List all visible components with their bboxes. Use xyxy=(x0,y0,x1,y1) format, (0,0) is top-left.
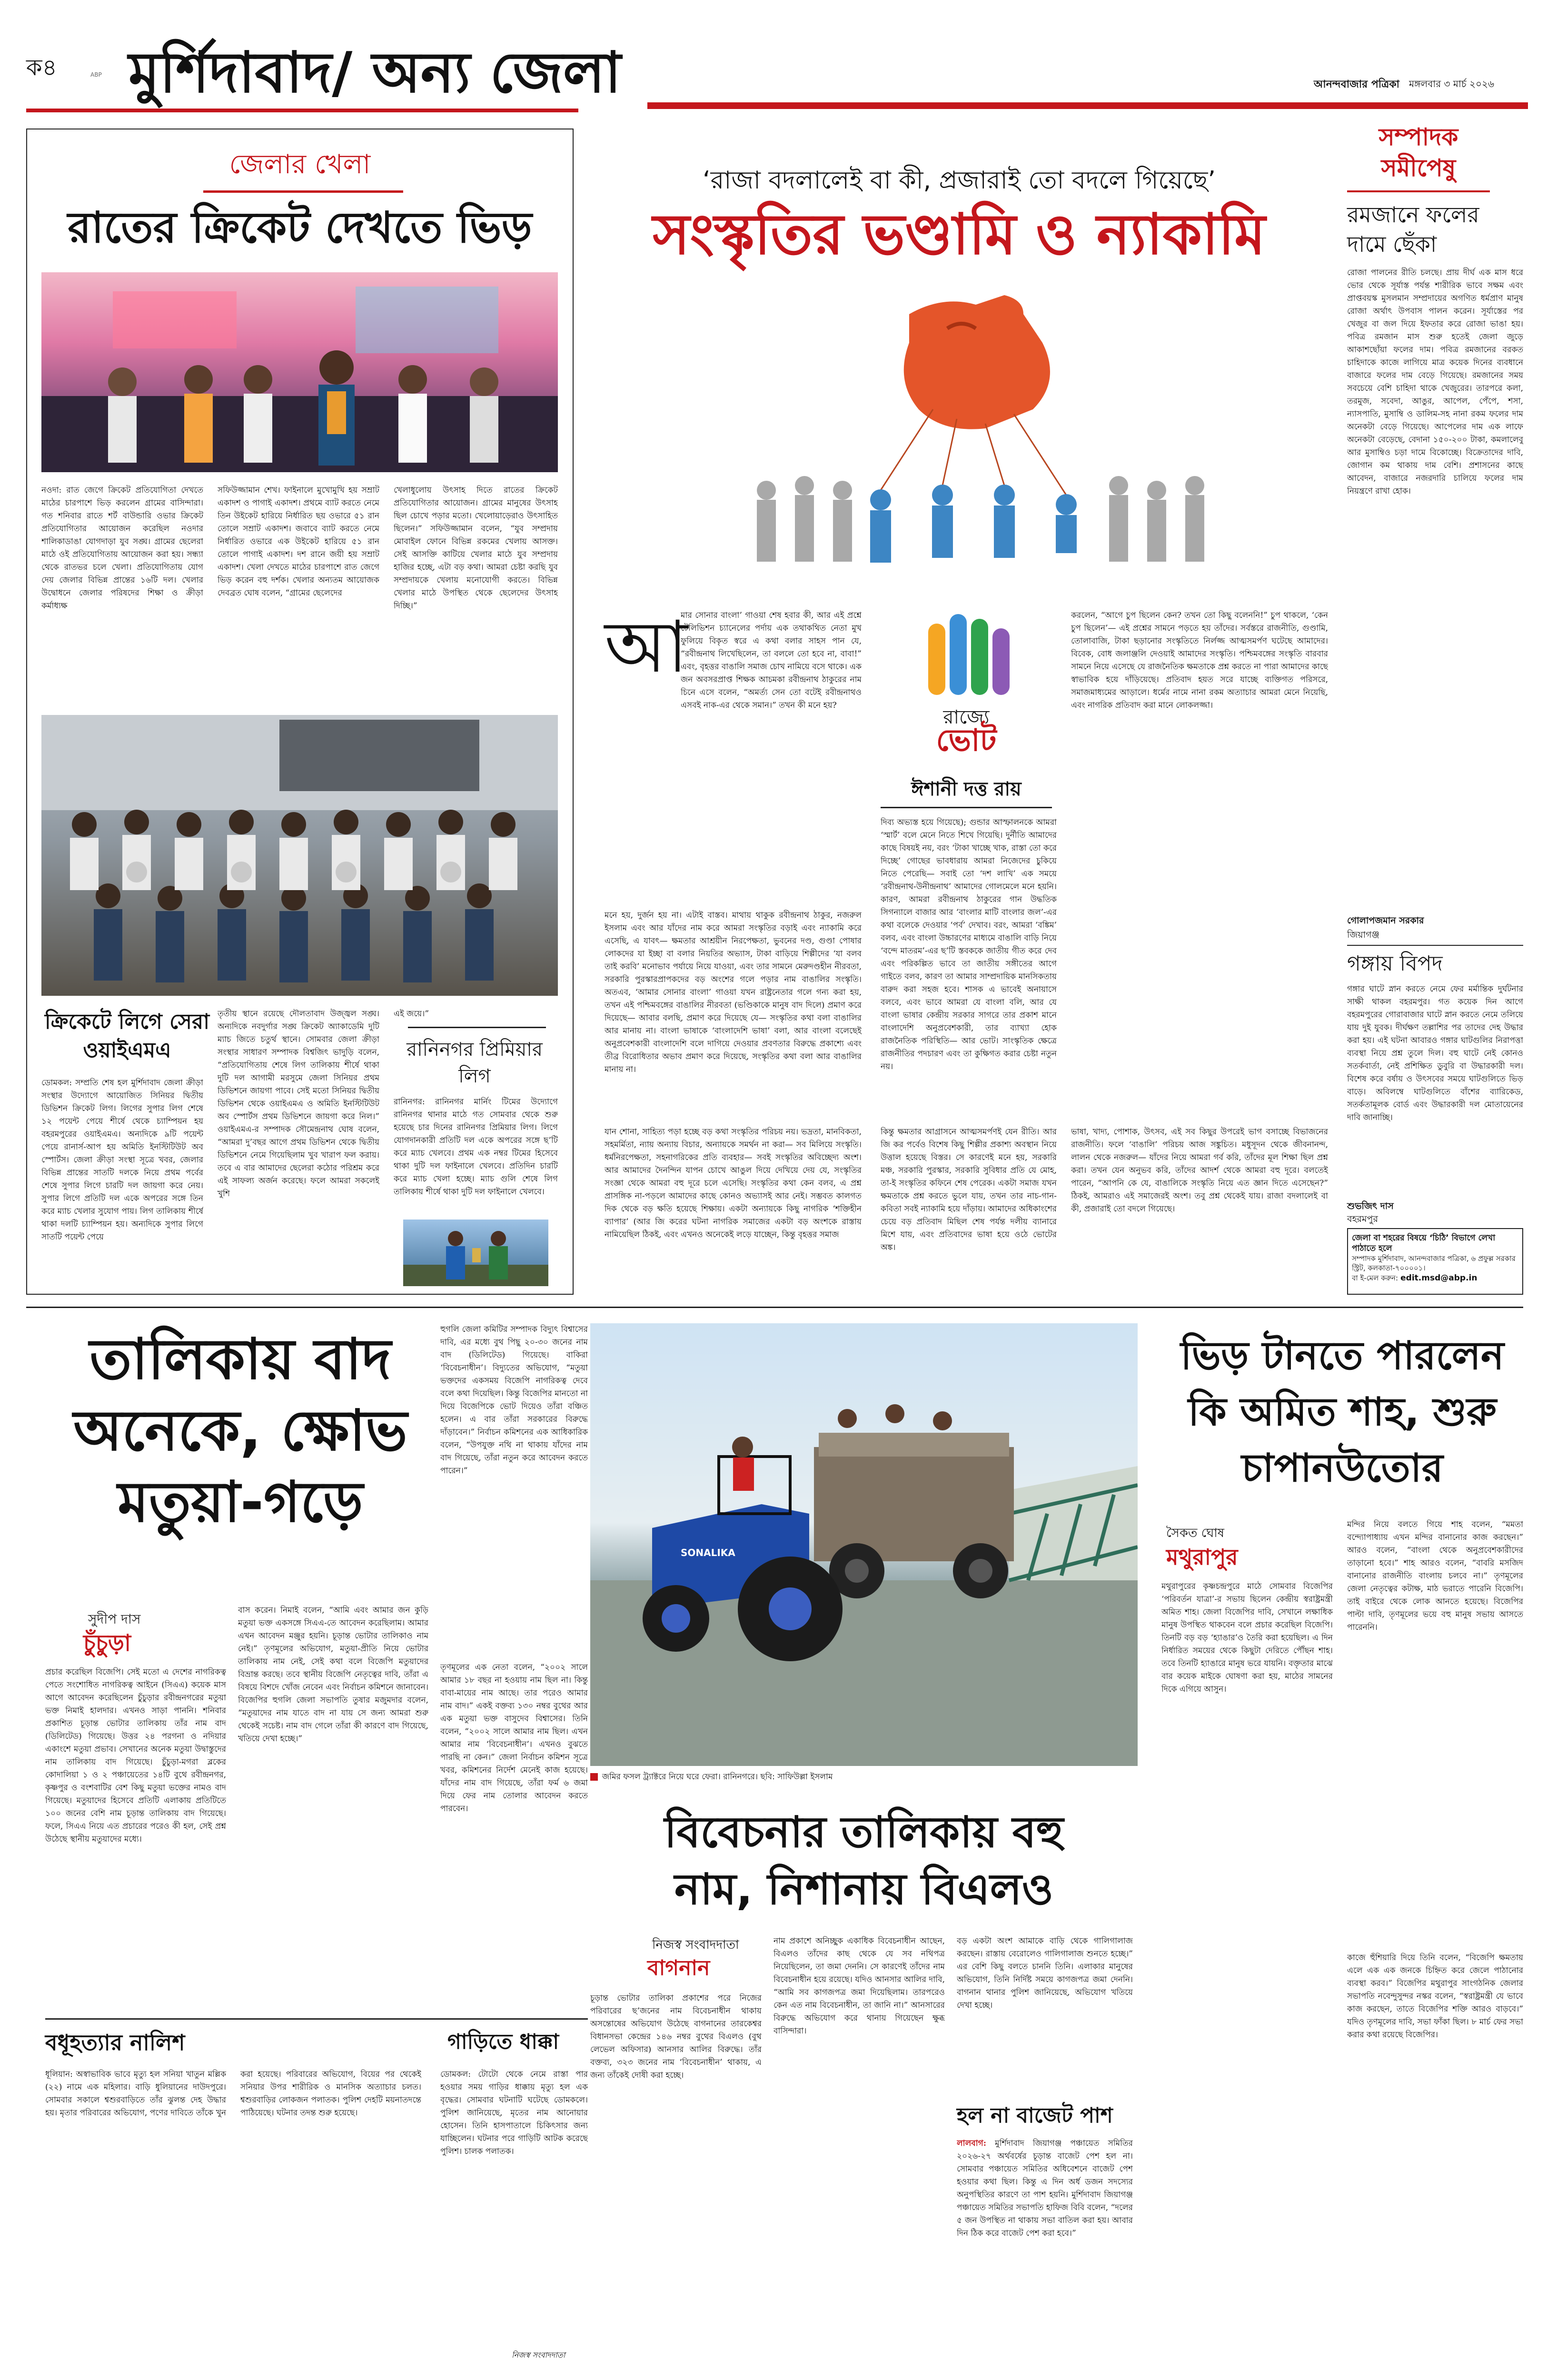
submission-email-label: বা ই-মেল করুন: xyxy=(1352,1274,1398,1282)
sports-col-1: নওদা: রাত জেগে ক্রিকেট প্রতিযোগিতা দেখতে মাঠের চারপাশে ভিড় করলেন গ্রামের বাসিন্দারা। গত শনিবার রাতে শর্ট বাউন্ডারি ওভার ক্রিকেট প্রতিযোগিতার আয়োজন করেছিল নওদার শালিকাডাঙা যোগদাড়া যুব সঙ্ঘ। গ্রামের ছেলেরা মাঠে ওই প্রতিযোগিতায় আয়োজন করা হয়। সন্ধ্যা থেকে রাতভর চলে খেলা। প্রতিযোগিতায় যোগ দেয় জেলার বিভিন্ন প্রান্তের ১৬টি দল। খেলার উদ্বোধনে জেলার পরিষদের শিক্ষা ও ক্রীড়া কর্মাধ্যক্ষ xyxy=(41,486,203,611)
bagnan-byline: নিজস্ব সংবাদদাতা xyxy=(652,1938,739,1952)
culture-headline: সংস্কৃতির ভণ্ডামি ও ন্যাকামি xyxy=(653,201,1266,267)
letter-2-title: গঙ্গায় বিপদ xyxy=(1347,952,1443,976)
shah-byline: সৈকত ঘোষ xyxy=(1166,1526,1225,1540)
masthead-red-rule xyxy=(647,102,1528,109)
budget-body-text: মুর্শিদাবাদ জিয়াগঞ্জ পঞ্চায়েত সমিতির ২০২৬-২৭ অর্থবর্ষের চূড়ান্ত বাজেট পেশ হল না। সোমবার পঞ্চায়েত সমিতির অধিবেশনে বাজেট পেশ হওয়ার কথা ছিল। কিন্তু এ দিন অর্ধ ডজন সদস্যের অনুপস্থিতির কারণে তা পাশ হয়নি। মুর্শিদাবাদ জিয়াগঞ্জ পঞ্চায়েত সমিতির সভাপতি হাফিজ বিবি বলেন, “দলের ৫ জন উপস্থিত না থাকায় সভা বাতিল করা হয়। আবার দিন ঠিক করে বাজেট পেশ করা হবে।” xyxy=(957,2139,1133,2238)
shah-col-1: মথুরাপুরের কৃষ্ণচন্দ্রপুরে মাঠে সোমবার বিজেপির ‘পরিবর্তন যাত্রা’-র সভায় ছিলেন কেন্দ্রীয় স্বরাষ্ট্রমন্ত্রী অমিত শাহ। জেলা বিজেপির দাবি, সেখানে লক্ষাধিক মানুষ উপস্থিত থাকবেন বলে প্রচার করেছিল বিজেপি। তিনটি বড় বড় ‘হ্যাঙার’ও তৈরি করা হয়েছিল। এ দিন নির্ধারিত সময়ের থেকে কিছুটা দেরিতে পৌঁছন শাহ। তবে তিনটি হ্যাঙারে মানুষ ভরে যায়নি। বক্তৃতার মাঝে বার কয়েক মাইকে ঘোষণা করা হয়, মাঠের সামনের দিকে এগিয়ে আসুন। xyxy=(1161,1582,1333,1694)
letters-header-1: সম্পাদক xyxy=(1378,123,1458,151)
culture-author: ঈশানী দত্ত রায় xyxy=(911,778,1021,800)
bagnan-headline: বিবেচনার তালিকায় বহু নাম, নিশানায় বিএলও xyxy=(664,1807,1064,1914)
letters-header-rule xyxy=(1347,190,1490,192)
tractor-caption: জমির ফসল ট্র্যাক্টরে নিয়ে ঘরে ফেরা। রানিনগরে। ছবি: সাফিউল্লা ইসলাম xyxy=(602,1772,833,1782)
paper-name: আনন্দবাজার পত্রিকা xyxy=(1314,78,1400,90)
budget-body xyxy=(957,2137,1133,2361)
dowry-body: ধূলিয়ান: অস্বাভাবিক ভাবে মৃত্যু হল সনিয়া খাতুন মল্লিক (২২) নামে এক মহিলার। বাড়ি ধুলিয়ানের দাউদপুরে। সোমবার সকালে শ্বশুরবাড়িতে তাঁর ঝুলন্ত দেহ উদ্ধার হয়। মৃতার পরিবারের অভিযোগ, পণের দাবিতে তাঁকে খুন করা হয়েছে। পরিবারের অভিযোগ, বিয়ের পর থেকেই সনিয়ার উপর শারীরিক ও মানসিক অত্যাচার চলত। শ্বশুরবাড়ির লোকজন পলাতক। পুলিশ দেহটি ময়নাতদন্তে পাঠিয়েছে। ঘটনার তদন্ত শুরু হয়েছে। xyxy=(45,2070,421,2118)
bagnan-col-3: বড় একটা অংশ আমাকে বাড়ি থেকে গালিগালাজ করছেন। রাস্তায় বেরোলেও গালিগালাজ শুনতে হচ্ছে।” এর বেশি কিছু বলতে চাননি তিনি। এলাকার মানুষের অভিযোগ, তিনি নির্দিষ্ট সময়ে কাগজপত্র জমা দেননি। বাগনান থানার পুলিশ জানিয়েছে, অভিযোগ খতিয়ে দেখা হচ্ছে। xyxy=(957,1936,1133,2010)
raniganj-trophy-photo xyxy=(403,1220,548,1286)
culture-dropcap: আ xyxy=(605,606,688,689)
raniganj-rule xyxy=(408,1027,546,1028)
matua-byline: সুদীপ দাস xyxy=(88,1611,141,1627)
budget-headline: হল না বাজেট পাশ xyxy=(957,2103,1113,2128)
sports-headline: রাতের ক্রিকেট দেখতে ভিড় xyxy=(68,203,532,253)
submission-box xyxy=(1347,1228,1523,1295)
tractor-photo xyxy=(590,1323,1138,1766)
puppet-illustration xyxy=(738,286,1214,609)
accident-headline: গাড়িতে ধাক্কা xyxy=(447,2030,559,2054)
accident-sign: নিজস্ব সংবাদদাতা xyxy=(512,2350,565,2360)
sports-col-3: খেলাধুলোয় উৎসাহ দিতে রাতের ক্রিকেট প্রতিযোগিতার আয়োজন। গ্রামের মানুষের উৎসাহ ছিল চোখে পড়ার মতো। খেলোয়াড়েরাও উৎসাহিত ছিলেন।” সফিউজ্জামান বলেন, “যুব সম্প্রদায় মোবাইল ফোনে বিভিন্ন রকমের খেলায় আসক্ত। সেই আসক্তি কাটিয়ে খেলার মাঠে যুব সম্প্রদায় হাজির হচ্ছে, এটা বড় কথা। আমরা চেষ্টা করছি যুব সম্প্রদায়কে খেলায় মনোযোগী করতে। বিভিন্ন খেলার মাঠে উপস্থিত থেকে ছেলেদের উৎসাহ দিচ্ছি।” xyxy=(394,486,558,611)
culture-col-3a: দিব্য অভ্যস্ত হয়ে গিয়েছে); গুন্ডার আস্ফালনকে আমরা ‘স্মার্ট’ বলে মেনে নিতে শিখে গিয়েছি। দুর্নীতি আমাদের কাছে বিষয়ই নয়, বরং ‘টাকা খাচ্ছে খাক, রাস্তা তো করে দিচ্ছে’ গোছের ভাবধারায় আমরা নিজেদের চুকিয়ে নিতে পেরেছি— সবাই তো ‘দশ লাখি’ এক সময়ে ‘রবীন্দ্রনাথ-উনীন্দ্রনাথ’ আমাদের গোলমেলে মনে হয়নি। কারণ, আমরা রবীন্দ্রনাথ ঠাকুরের গান উদ্ধতিক সিগন্যালে বাজার আর ‘বাংলার মাটি বাংলার জল’-এর কথা বলেকে দেওয়ার ‘পর্ব’ দেখাব। বরং, আমরা ‘বঙ্কিম’ বলব, এবং বাংলা উচ্চারণের মাধ্যমে বাঙালি বাড়ি নিয়ে ‘বন্দে মাতরম’-এর ছ’টি স্তবককে জাতীয় গীত করে দেব এবং পরিকল্পিত ভাবে তা জাতীয় সঙ্গীতের আগে গাইতে বলব, কারণ তা আমার সাম্প্রদায়িক মানসিকতায় বারুদ করা সহজ হবে। শাসক এ ভাবেই অনায়াসে বলবে, এবং ভাবে আমরা যে বাংলা বলি, আর যে বাংলা ভাষার কেন্দ্রীয় সরকার সাগরে তার প্রকাশ মানে বাংলাদেশি অনুপ্রবেশকারী, তার ব্যাখ্যা হোক রাজনৈতিক পরিস্থিতি— আর ভোট। সাংস্কৃতিক ক্ষেত্রে রাজনীতির পদচারণ এবং তা কুক্ষিগত করার চেষ্টা নতুন নয়। xyxy=(881,818,1057,1071)
matua-col-1: প্রচার করেছিল বিজেপি। সেই মতো এ দেশের নাগরিকত্ব পেতে সংশোধিত নাগরিকত্ব আইনে (সিএএ) কয়েক মাস আগে আবেদন করেছিলেন চুঁচুড়ার রবীন্দ্রনগরের মতুয়া ভক্ত নিমাই হালদার। এখনও সাড়া পাননি। শনিবার প্রকাশিত চূড়ান্ত ভোটার তালিকায় তাঁর নাম বাদ (ডিলিটেড) গিয়েছে। উত্তর ২৪ পরগনা ও নদিয়ার একাংশে মতুয়া প্রভাব। সেখানের অনেক মতুয়া উদ্বাস্তুদের নাম তালিকায় বাদ গিয়েছে। চুঁচুড়া-মগরা ব্লকের কোদালিয়া ১ ও ২ পঞ্চায়েতের ১৪টি বুথে রবীন্দ্রনগর, কৃষ্ণপুর ও বংশবাটির বেশ কিছু মতুয়া ভক্তের নামও বাদ গিয়েছে। মতুয়াদের হিসেবে প্রতিটি এলাকায় প্রতিটিতে ১০০ জনের বেশি নাম চূড়ান্ত তালিকায় বাদ গিয়েছে। ফলে, সিএএ নিয়ে এত প্রচারের পরেও কী হল, সেই প্রশ্ন উঠেছে স্থানীয় মতুয়াদের মধ্যে। xyxy=(45,1667,226,1844)
night-cricket-photo xyxy=(41,272,558,472)
date-line: মঙ্গলবার ৩ মার্চ ২০২৬ xyxy=(1409,78,1494,89)
raniganj-body: রানিনগর: রানিনগর মার্নিং টিমের উদ্যোগে রানিনগর থানার মাঠে গত সোমবার থেকে শুরু হয়েছে চার দিনের রানিনগর প্রিমিয়ার লিগ। লিগে যোগদানকারী প্রতিটি দল একে অপরের সঙ্গে ছ’টি করে ম্যাচ খেলবে। প্রথম এক নম্বর টিমের হিসেবে থাকা দুটি দল ফাইনালে খেলবে। প্রতিদিন চারটি করে ম্যাচ খেলা হচ্ছে। ম্যাচ গুলি শেষে লিগ তালিকায় শীর্ষে থাকা দুটি দল ফাইনালে খেলবে। xyxy=(394,1097,558,1197)
letter-2-sign-name: শুভজিৎ দাস xyxy=(1347,1201,1394,1211)
yma-col-1: ডোমকল: সম্প্রতি শেষ হল মুর্শিদাবাদ জেলা ক্রীড়া সংস্থার উদ্যোগে আয়োজিত সিনিয়র দ্বিতীয় ডিভিশন ক্রিকেট লিগ। লিগের সুপার লিগ শেষে ১২ পয়েন্ট পেয়ে শীর্ষে থেকে চ্যাম্পিয়ন হয় বহরমপুরের ওয়াইএমএ। অন্যদিকে ৯টি পয়েন্ট পেয়ে রানার্স-আপ হয় অমিতি ইনস্টিটিউট অব স্পোর্টস। জেলা ক্রীড়া সংস্থা সূত্রে খবর, জেলার বিভিন্ন প্রান্তের সাতটি দলকে নিয়ে প্রথম পর্বের শেষে সুপার লিগে চারটি দল জায়গা করে নেয়। সুপার লিগে প্রতিটি দল একে অপরের সঙ্গে তিন করে ম্যাচ খেলার সুযোগ পায়। লিগ তালিকায় শীর্ষে থাকা দলটি চ্যাম্পিয়ন হয়। অন্যদিকে সুপার লিগে সাতটি পয়েন্ট পেয়ে xyxy=(41,1078,203,1242)
letter-2-body: গঙ্গার ঘাটে স্নান করতে নেমে ফের মর্মান্তিক দুর্ঘটনার সাক্ষী থাকল বহরমপুর। গত কয়েক দিন আগে বহরমপুরের গোরাবাজার ঘাটে স্নান করতে নেমে তলিয়ে যায় দুই যুবক। দীর্ঘক্ষণ তল্লাশির পর তাদের দেহ উদ্ধার করা হয়। এই ঘটনা আবারও গঙ্গার ঘাটগুলির নিরাপত্তা ব্যবস্থা নিয়ে প্রশ্ন তুলে দিল। বহু ঘাটে নেই কোনও সতর্কবার্তা, নেই প্রশিক্ষিত ডুবুরি বা উদ্ধারকারী দল। বিশেষ করে বর্ষায় ও উৎসবের সময়ে ঘাটগুলিতে ভিড় বাড়ে। অবিলম্বে ঘাটগুলিতে বাঁশের ব্যারিকেড, সতর্কতামূলক বোর্ড এবং উদ্ধারকারী দল মোতায়েনের দাবি জানাচ্ছি। xyxy=(1347,984,1523,1122)
page-number: ক৪ xyxy=(26,54,57,81)
yma-col-2: তৃতীয় স্থানে রয়েছে দৌলতাবাদ উজ্জ্বল সঙ্ঘ। অন্যদিকে নবদুর্গার সঙ্ঘ ক্রিকেট অ্যাকাডেমি দুটি ম্যাচ জিতে চতুর্থ স্থানে। সোমবার জেলা ক্রীড়া সংস্থার সাধারণ সম্পাদক বিশ্বজিৎ ভাদুড়ি বলেন, “প্রতিযোগিতায় শেষে লিগ তালিকায় শীর্ষে থাকা দুটি দল আগামী মরসুমে জেলা সিনিয়র প্রথম ডিভিশনে জায়গা পাবে। সেই মতো সিনিয়র দ্বিতীয় ডিভিশন থেকে ওয়াইএমএ ও অমিতি ইনস্টিটিউট অব স্পোর্টস প্রথম ডিভিশনে জায়গা করে নিল।” ওয়াইএমএ-র সম্পাদক সৌমেন্দ্রনাথ ঘোষ বলেন, “আমরা দু’বছর আগে প্রথম ডিভিশন থেকে দ্বিতীয় ডিভিশনে নেমে গিয়েছিলাম খুব খারাপ ফল করায়। তবে এ বার আমাদের ছেলেরা কঠোর পরিশ্রম করে এই সাফল্য অর্জন করেছে। ফলে আমরা সকলেই খুশি xyxy=(218,1009,379,1199)
letter-rule xyxy=(1347,945,1523,946)
inked-finger-icon xyxy=(881,609,1052,704)
letter-2-sign-place: বহরমপুর xyxy=(1347,1214,1378,1224)
section-title: মুর্শিদাবাদ/ অন্য জেলা xyxy=(129,40,621,105)
author-rule xyxy=(881,807,1052,808)
yma-headline: ক্রিকেটে লিগে সেরা ওয়াইএমএ xyxy=(45,1010,209,1062)
yma-team-photo xyxy=(41,715,558,996)
vote-badge-top: রাজ্যে xyxy=(943,706,990,728)
letter-1-sign-name: গোলাপজমান সরকার xyxy=(1347,915,1424,926)
mini-logo: ABP xyxy=(90,71,102,78)
submission-box-title: জেলা বা শহরের বিষয়ে ‘চিঠি’ বিভাগে লেখা পাঠাতে হলে xyxy=(1352,1233,1496,1253)
submission-email[interactable]: edit.msd@abp.in xyxy=(1400,1273,1478,1283)
puppet-hand-icon xyxy=(738,286,1214,609)
sports-box xyxy=(26,129,574,1295)
tractor-photo-block xyxy=(590,1319,1138,1795)
sports-kicker: জেলার খেলা xyxy=(229,149,371,180)
culture-col-4a: করলেন, “আগে চুপ ছিলেন কেন? তখন তো কিছু বলেননি!” চুপ থাকলে, ‘কেন চুপ ছিলেন’— এই প্রশ্নের সামনে পড়তে হয় তাঁদের। সর্বস্তরে রাজনীতি, গুণ্ডামি, তোলাবাজি, টাকা ছড়ানোর সংস্কৃতিতে নির্লজ্জ আত্মসমর্পণ ঘটেছে আমাদের। বিবেক, বোধ জলাঞ্জলি দেওয়াই আমাদের সংস্কৃতি। পশ্চিমবঙ্গের সংস্কৃতি বারবার সামনে নিয়ে এসেছে যে রাজনৈতিক ক্ষমতাকে প্রশ্ন করতে না পারা আমাদের কাছে স্বাভাবিক হয়ে দাঁড়িয়েছে। প্রতিবাদ হয়ত সরে যাচ্ছে ব্যক্তিগত পরিসরে, সমাজমাধ্যমের আড়ালে। ধর্মের নামে নানা রকম অত্যাচার আমরা মেনে নিয়েছি, এবং নাগরিক প্রতিবাদ করা মানে লোকলজ্জা। xyxy=(1071,611,1328,710)
sports-col-2: সফিউজ্জামান শেখ। ফাইনালে মুখোমুখি হয় সম্রাট একাদশ ও পাগাই একাদশ। প্রথমে ব্যাট করতে নেমে তিন উইকেট হারিয়ে নির্ধারিত ছয় ওভারে ৫১ রান তোলে সম্রাট একাদশ। জবাবে ব্যাট করতে নেমে নির্ধারিত ওভারে এক উইকেট হারিয়ে ৫১ রান তোলে পাগাই একাদশ। দশ রানে জয়ী হয় সম্রাট একাদশ। খেলা দেখতে মাঠের চারপাশে রাত জেগে ভিড় করেন বহু দর্শক। খেলার অন্যতম আয়োজক দেবব্রত ঘোষ বলেন, “গ্রামের ছেলেদের xyxy=(218,486,379,598)
amit-shah-story xyxy=(1152,1319,1523,2366)
matua-story xyxy=(26,1319,588,2366)
matua-col-2: বাস করেন। নিমাই বলেন, “আমি এবং আমার জন কুড়ি মতুয়া ভক্ত একসঙ্গে সিএএ-তে আবেদন করেছিলাম। আমার এখন আবেদন মঞ্জুর হয়নি। চূড়ান্ত ভোটার তালিকাও নাম নেই।” তৃণমূলের অভিযোগ, মতুয়া-প্রীতি নিয়ে ভোটার তালিকায় নাম নেই, সেই কথা বলে বিজেপি মতুয়াদের বিভ্রান্ত করছে। তবে স্থানীয় বিজেপি নেতৃত্বের দাবি, তাঁরা এ বিষয়ে বিশদে খোঁজ নেবেন এবং নির্বাচন কমিশনে জানাবেন। বিজেপির হুগলি জেলা সভাপতি তুষার মজুমদার বলেন, “মতুয়াদের নাম যাতে বাদ না যায় সে জন্য আমরা শুরু থেকেই সচেষ্ট। নাম বাদ গেলে তাঁরা কী কারণে বাদ গিয়েছে, খতিয়ে দেখা হচ্ছে।” xyxy=(238,1606,428,1744)
shah-headline: ভিড় টানতে পারলেন কি অমিত শাহ, শুরু চাপানউতোর xyxy=(1180,1333,1504,1491)
matua-dateline: চুঁচুড়া xyxy=(83,1630,131,1656)
bagnan-col-2: নাম প্রকাশে অনিচ্ছুক একাধিক বিবেচনাধীন আছেন, বিএলও তাঁদের কাছ থেকে যে সব নথিপত্র নিয়েছিলেন, তা জমা দেননি। সে কারণেই তাঁদের নাম বিবেচনাধীন হয়ে রয়েছে। যদিও আনসার আলির দাবি, “আমি সব কাগজপত্র জমা দিয়েছিলাম। তারপরেও কেন এত নাম বিবেচনাধীন, তা জানি না।” আনসারের বিরুদ্ধে অভিযোগ করে থানায় গিয়েছেন ক্ষুব্ধ বাসিন্দারা। xyxy=(774,1936,945,2036)
bagnan-col-1: চূড়ান্ত ভোটার তালিকা প্রকাশের পরে নিজের পরিবারের ছ’জনের নাম বিবেচনাধীন থাকায় অসন্তোষের অভিযোগ উঠেছে বাগনানের তারকেশ্বর বিধানসভা কেন্দ্রের ১৪৬ নম্বর বুথের বিএলও (বুথ লেভেল অফিসার) আনসার আলির বিরুদ্ধে। তাঁর বক্তব্য, ৩২৩ জনের নাম ‘বিবেচনাধীন’ থাকায়, এ জন্য তাঁকেই দোষী করা হচ্ছে। xyxy=(590,1993,762,2080)
night-cricket-illustration xyxy=(41,272,558,472)
raniganj-headline: রানিনগর প্রিমিয়ার লিগ xyxy=(407,1039,543,1087)
letter-1-body: রোজা পালনের রীতি চলছে। প্রায় দীর্ঘ এক মাস ধরে ভোর থেকে সূর্যাস্ত পর্যন্ত শারীরিক ভাবে সক্ষম এবং প্রাপ্তবয়স্ক মুসলমান সম্প্রদায়ের অগণিত ধর্মপ্রাণ মানুষ রোজা অর্থাৎ উপবাস পালন করেন। সূর্যাস্তের পর খেজুর বা জল দিয়ে ইফতার করে রোজা ভাঙা হয়। পবিত্র রমজান মাস শুরু হতেই জেলা জুড়ে আকাশছোঁয়া ফলের দাম। পবিত্র রমজানের বরকত চাহিদাকে কাজে লাগিয়ে মাত্র কয়েক দিনের ব্যবধানে বাজারে ফলের দাম বেড়ে গিয়েছে। রমজানের সময় সবচেয়ে বেশি চাহিদা থাকে খেজুরের। তারপরে কলা, তরমুজ, সবেদা, আঙুর, আপেল, পেঁপে, শসা, ন্যাসপাতি, মুসাম্বি ও ডালিম-সহ নানা রকম ফলের দাম অনেকটা বেড়ে গিয়েছে। আপেলের দাম এক লাফে অনেকটা বেড়েছে, বেদানা ১৫০-২০০ টাকা, কমলালেবু আর মুসাম্বিও চড়া দামে বিকোচ্ছে। বিক্রেতাদের দাবি, জোগান কম থাকায় দাম বেশি। প্রশাসনের কাছে আবেদন, বাজারে নজরদারি চালিয়ে ফলের দাম নিয়ন্ত্রণে রাখা হোক। xyxy=(1347,268,1523,496)
culture-col-2b: যান শোনা, সাহিত্য পড়া হচ্ছে বড় কথা সংস্কৃতির পরিচয় নয়। ভদ্রতা, মানবিকতা, সহমর্মিতা, ন্যায় অন্যায় বিচার, অন্যায়কে সমর্থন না করা— সব মিলিয়ে সংস্কৃতি। ধর্মনিরপেক্ষতা, সহনাগরিকের প্রতি ব্যবহার— সবই সংস্কৃতির অবিচ্ছেদ্য অংশ। আর আমাদের দৈনন্দিন যাপন চোখে আঙুল দিয়ে দেখিয়ে দেয় যে, সংস্কৃতির সংজ্ঞা থেকে আমরা বহু দূরে চলে এসেছি। সংস্কৃতির কথা কেন বলব, এ প্রশ্ন প্রাসঙ্গিক না-পড়লে আমাদের কাছে কোনও অভ্যাসই আর নেই। সম্ভবত কালগত দিক থেকে বড় ক্ষতি হয়েছে শিক্ষায়। একটা অন্যায়কে কিছু নাগরিক ‘শক্তিহীন ব্যাপার’ (আর জি করের ঘটনা নাগরিক সমাজের একটা বড় অংশকে রাস্তায় নামিয়েছিল ঠিকই, এবং এখনও অনেকেই লড়ে যাচ্ছেন, কিন্তু বৃহত্তর সমাজ xyxy=(605,1127,862,1240)
matua-col-3: হুগলি জেলা কমিটির সম্পাদক বিদ্যুৎ বিশ্বাসের দাবি, এর মধ্যে বুথ পিছু ২০-৩০ জনের নাম বাদ (ডিলিটেড) গিয়েছে। বাকিরা ‘বিবেচনাধীন’। বিদ্যুতের অভিযোগ, “মতুয়া ভক্তদের একসময় বিজেপি নাগরিকত্ব দেবে বলে কথা দিয়েছিল। কিন্তু বিজেপির মানতো না দিয়ে বিজেপিকে ভোট দিয়েও তাঁরা বঞ্চিত হলেন। এ বার তাঁরা সরকারের বিরুদ্ধে দাঁড়াবেন।” নির্বাচন কমিশনের এক আধিকারিক বলেন, “উপযুক্ত নথি না থাকায় যাঁদের নাম বাদ গিয়েছে, তাঁরা নতুন করে আবেদন করতে পারেন।” xyxy=(440,1325,588,1476)
shah-col-2: মন্দির নিয়ে বলতে গিয়ে শাহ বলেন, “মমতা বন্দ্যোপাধ্যায় এখন মন্দির বানানোর কাজ করছেন।” আরও বলেন, “বাংলা থেকে অনুপ্রবেশকারীদের তাড়ানো হবে।” শাহ আরও বলেন, “বাবরি মসজিদ বানানোর রাজনীতি বাংলায় চলবে না।” তৃণমূলের জেলা নেতৃত্বের কটাক্ষ, মাঠ ভরাতে পারেনি বিজেপি। তাই বাইরে থেকে লোক আনতে হয়েছে। বিজেপির পাল্টা দাবি, তৃণমূলের ভয়ে বহু মানুষ সভায় আসতে পারেননি। xyxy=(1347,1520,1523,1632)
bagnan-dateline: বাগনান xyxy=(647,1956,710,1980)
tractor-plate: SONALIKA xyxy=(681,1547,735,1558)
culture-col-4b: ভাষা, খাদ্য, পোশাক, উৎসব, এই সব কিছুর উপরেই ভাগ বসাচ্ছে বিভাজনের রাজনীতি। ফলে ‘বাঙালি’ পরিচয় আজ সঙ্কুচিত। মধুসূদন থেকে জীবনানন্দ, লালন থেকে নজরুল— যাঁদের নিয়ে আমরা গর্ব করি, তাঁদের মূল শিক্ষা ছিল প্রশ্ন করা। তখন যেন অনুভব করি, তাঁদের আদর্শ থেকে আমরা বহু দূরে। বলতেই পারেন, “আপনি কে যে, বাঙালিকে সংস্কৃতি নিয়ে এত জ্ঞান দিতে এসেছেন?” ঠিকই, আমরাও এই সমাজেরই অংশ। তবু প্রশ্ন থেকেই যায়। রাজা বদলালেই বা কী, প্রজারাই তো বদলে গিয়েছে। xyxy=(1071,1127,1328,1214)
vote-badge-bottom: ভোট xyxy=(936,723,997,758)
vote-badge xyxy=(881,609,1052,766)
culture-kicker: ‘রাজা বদলালেই বা কী, প্রজারাই তো বদলে গিয়েছে’ xyxy=(703,166,1216,195)
shah-col-3: কাজে হুঁশিয়ারি দিয়ে তিনি বলেন, “বিজেপি ক্ষমতায় এলে এক এক জনকে চিহ্নিত করে জেলে পাঠানোর ব্যবস্থা করব।” বিজেপির মথুরাপুর সাংগঠনিক জেলার সভাপতি নবেন্দুসুন্দর নস্কর বলেন, “স্বরাষ্ট্রমন্ত্রী যে ভাবে কাজ করছেন, তাতে বিজেপির শক্তি আরও বাড়বে।” যদিও তৃণমূলের দাবি, সভা ফাঁকা ছিল। ৮ মার্চ ফের সভা করার কথা রয়েছে বিজেপির। xyxy=(1347,1953,1523,2040)
yma-col-3: এই জয়ে।” xyxy=(394,1009,429,1019)
caption-square xyxy=(590,1773,598,1781)
letters-column xyxy=(1347,119,1523,1295)
submission-box-body: সম্পাদক মুর্শিদাবাদ, আনন্দবাজার পত্রিকা, ৬ প্রফুল্ল সরকার স্ট্রিট, কলকাতা-৭০০০০১। xyxy=(1352,1254,1516,1272)
shah-dateline: মথুরাপুর xyxy=(1166,1544,1238,1570)
bagnan-story xyxy=(590,1804,1138,2366)
culture-feature xyxy=(585,129,1333,1295)
matua-headline: তালিকায় বাদ অনেকে, ক্ষোভ মতুয়া-গড়ে xyxy=(73,1326,407,1535)
tractor-illustration xyxy=(590,1323,1138,1766)
accident-body: ডোমকল: টোটো থেকে নেমে রাস্তা পার হওয়ার সময় গাড়ির ধাক্কায় মৃত্যু হল এক বৃদ্ধের। সোমবার ঘটনাটি ঘটেছে ডোমকলে। পুলিশ জানিয়েছে, মৃতের নাম আনোয়ার হোসেন। তিনি হাসপাতালে চিকিৎসার জন্য যাচ্ছিলেন। ঘটনার পরে গাড়িটি আটক করেছে পুলিশ। চালক পলাতক। xyxy=(440,2070,588,2156)
culture-col-3b: কিন্তু ক্ষমতার আগ্রাসনে আত্মসমর্পণই যেন রীতি। আর জি কর পর্বেও বিশেষ কিছু শিল্পীর প্রকাশ্য অবস্থান নিয়ে উত্তাল হয়েছে বিস্তর। সে কারণেই মনে হয়, সরকারি মঞ্চ, সরকারি পুরস্কার, সরকারি সুবিধার প্রতি যে মোহ, তা-ই সংস্কৃতির কফিনে শেষ পেরেক। একটা সমাজ যখন ক্ষমতাকে প্রশ্ন করতে ভুলে যায়, তখন তার নাচ-গান-কবিতা সবই ন্যাকামি হয়ে দাঁড়ায়। আমাদের অধিকাংশের চেয়ে বড় প্রতিবাদ মিছিল শেষ পর্যন্ত দলীয় ব্যানারে মিশে যায়, এবং প্রতিবাদের ভাষা হয়ে ওঠে ভোটের অঙ্ক। xyxy=(881,1127,1057,1252)
trophy-illustration xyxy=(403,1220,548,1286)
letter-1-sign-place: জিয়াগঞ্জ xyxy=(1347,930,1379,940)
dowry-headline: বধূহত্যার নালিশ xyxy=(45,2030,185,2055)
culture-intro: মার সোনার বাংলা’ গাওয়া শেষ হবার কী, আর এই প্রশ্নে টেলিভিশন চ্যানেলের পর্দায় এক তথাকথিত নেতা মুখ ফুলিয়ে বিকৃত স্বরে এ কথা বলার সাহস পান যে, “রবীন্দ্রনাথ লিখেছিলেন, তা বললে তো হবে না, বাবা!” এবং, বৃহত্তর বাঙালি সমাজ চোখ নামিয়ে বসে থাকে। এক জন অবসরপ্রাপ্ত শিক্ষক আচমকা রবীন্দ্রনাথ ঠাকুরের নাম চিনে এসে বলেন, “অমর্ত্য সেন তো বটেই রবীন্দ্রনাথও এসবই নাক-এর থেকে সমান।” তখন কী মনে হয়? xyxy=(681,611,862,710)
matua-col-4: তৃণমূলের এক নেতা বলেন, “২০০২ সালে আমার ১৮ বছর না হওয়ায় নাম ছিল না। কিন্তু বাবা-মায়ের নাম আছে। তার পরেও আমার নাম বাদ।” একই বক্তব্য ১৩০ নম্বর বুথের আর এক মতুয়া ভক্ত বাসুদেব বিশ্বাসের। তিনি বলেন, “২০০২ সালে আমার নাম ছিল। এখন আমার নাম ‘বিবেচনাধীন’। এখনও বুঝতে পারছি না কেন।” জেলা নির্বাচন কমিশন সূত্রে খবর, কমিশনের নির্দেশ মেনেই কাজ হয়েছে। যাঁদের নাম বাদ গিয়েছে, তাঁরা ফর্ম ৬ জমা দিয়ে ফের নাম তোলার আবেদন করতে পারবেন। xyxy=(440,1663,588,1814)
page-mid-rule xyxy=(26,1307,1523,1308)
letters-header-2: সমীপেষু xyxy=(1381,154,1456,182)
kicker-rule xyxy=(203,190,403,193)
budget-dateline: লালবাগ: xyxy=(957,2139,987,2148)
masthead-rule-left xyxy=(26,109,578,112)
culture-col-2a: মনে হয়, দুর্জন হয় না। এটাই বাস্তব। মাথায় থাকুক রবীন্দ্রনাথ ঠাকুর, নজরুল ইসলাম এবং আর যাঁদের নাম করে আমরা সংস্কৃতির বড়াই এবং ন্যাকামি করে এসেছি, এ যাবৎ— ক্ষমতার আশ্রয়ীন নিরপেক্ষতা, ভুবনের দণ্ড, গুণ্ডা পোষার লোকদের যা ইচ্ছা বা বলার নিয়তির অভ্যাস, টাকা বাড়িয়ে শিল্পীদের ‘যা বলব তাই করবি’ মনোভাব পর্যায়ে নিয়ে যাওয়া, এবং তার সামনে মেরুদণ্ডহীন নীরবতা, সরকারি পুরস্কারপ্রাপকদের বড় অংশের গলে পড়ার নাম বাঙালির সংস্কৃতি। অতএব, ‘আমার সোনার বাংলা’ গাওয়া যখন রাষ্ট্রনেতার গলে গন্য করা হয়, তখন এই পশ্চিমবঙ্গের বাঙালির নীরবতা (ভণ্ডিকাকে মানুষ বাদ দিলে) প্রমাণ করে দিয়েছে— আবার বলছি, প্রমাণ করে দিয়েছে যে— সংস্কৃতির কথা বলা বাঙালির আর মানায় না। বাংলা ভাষাকে ‘বাংলাদেশি ভাষা’ বলা, আর বাংলা বলেছেই অনুপ্রবেশকারী বাংলাদেশি বলে দাগিয়ে দেওয়ার প্রবণতার বিরুদ্ধে প্রকাশ্যে এবং তীব্র বিরোধিতার অভাব প্রমাণ করে দিয়েছে, সংস্কৃতির কথা বলা আর বাঙালির মানায় না। xyxy=(605,911,862,1074)
matua-bottom-rule xyxy=(45,2018,588,2020)
letter-1-title: রমজানে ফলের দামে ছেঁকা xyxy=(1347,202,1479,257)
team-illustration xyxy=(41,715,558,996)
